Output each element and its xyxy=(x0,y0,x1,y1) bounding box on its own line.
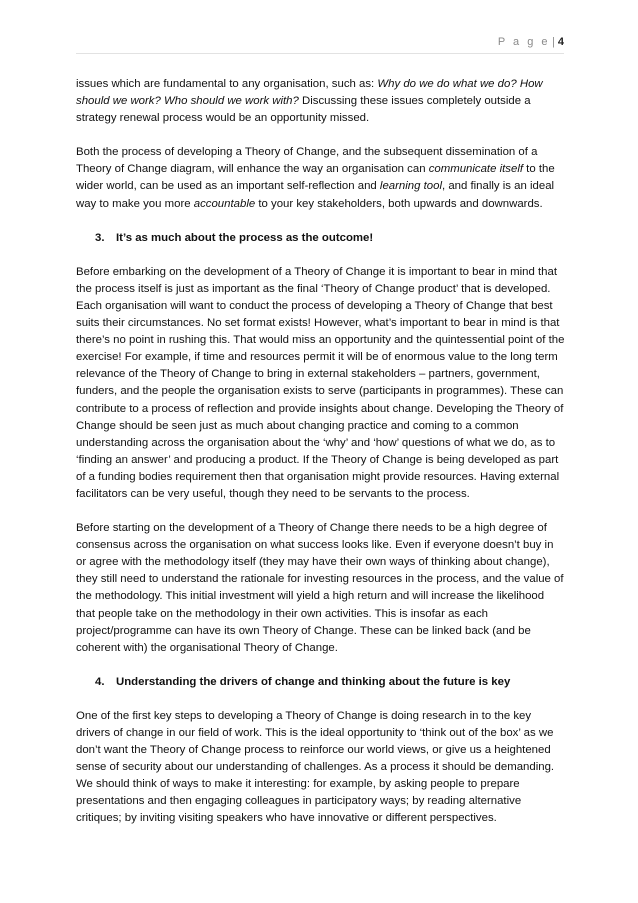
text-run: Discussing these issues completely outside a strategy renewal process would be an opportunity missed. xyxy=(76,95,531,125)
paragraph-communication xyxy=(76,144,566,212)
italic-run: learning tool xyxy=(379,180,442,193)
text-run: to the wider world, can be used as an important self-reflection and xyxy=(76,163,555,193)
paragraph-process: Before embarking on the development of a Theory of Change it is important to bear in mind that the process itself is just as important as the final ‘Theory of Change product’ that is developed. Each organisation will want to conduct the process of developing a Theory of Change that best suits their circumstances. No set format exists! However, what’s important to bear in mind is that there’s no point in rushing this. That would miss an opportunity and the quintessential point of the exercise! For example, if time and resources permit it will be of enormous value to the long term relevance of the Theory of Change to bring in external stakeholders – partners, government, funders, and the people the organisation exists to serve (participants in programmes). These can contribute to a process of reflection and provide insights about change. Developing the Theory of Change should be seen just as much about changing practice and coming to a common understanding across the organisation about the ‘why’ and ‘how’ questions of what we do, as to ‘finding an answer’ and producing a product. If the Theory of Change is being developed as part of a funding bodies requirement then that organisation might provide resources. Having external facilitators can be very useful, though they need to be servants to the process. xyxy=(76,265,565,500)
paragraph-drivers-of-change: One of the first key steps to developing a Theory of Change is doing research in to the key drivers of change in our field of work. This is the ideal opportunity to ‘think out of the box’ as we don’t want the Theory of Change process to reinforce our world views, or give us a heightened sense of security about our understanding of challenges. As a process it should be demanding. We should think of ways to make it interesting: for example, by asking people to prepare presentations and then engaging colleagues in participatory ways; by reading alternative critiques; by inviting visiting speakers who have innovative or different perspectives. xyxy=(76,709,555,825)
header-divider xyxy=(76,53,564,54)
paragraph-intro-questions xyxy=(76,76,566,127)
paragraph-consensus: Before starting on the development of a Theory of Change there needs to be a high degree of consensus across the organisation on what success looks like. Even if everyone doesn’t buy in or agree with the methodology itself (they may have their own ways of thinking about change), they still need to understand the rationale for investing resources in the process, and the value of the methodology. This initial investment will yield a high return and will increase the likelihood that people take on the methodology in their own activities. This is insofar as each project/programme can have its own Theory of Change. These can be linked back (and be coherent with) the organisational Theory of Change. xyxy=(76,522,564,654)
page-label: P a g e xyxy=(497,36,551,48)
text-run: to your key stakeholders, both upwards and downwards. xyxy=(255,197,543,210)
italic-run: accountable xyxy=(193,197,256,210)
text-run: , and finally is an ideal way to make you more xyxy=(76,180,555,210)
heading-number: 3. xyxy=(95,231,105,244)
text-run: Both the process of developing a Theory of Change, and the subsequent dissemination of a Theory of Change diagram, will enhance the way an organisation can xyxy=(76,146,538,176)
page-header xyxy=(498,36,564,48)
text-run: issues which are fundamental to any organisation, such as: xyxy=(76,78,378,90)
document-body xyxy=(76,76,566,845)
italic-run: Why do we do what we do? How should we work? Who should we work with? xyxy=(76,78,543,108)
section-heading-4 xyxy=(76,674,566,691)
page-separator: | xyxy=(552,36,555,48)
page-number: 4 xyxy=(557,36,564,48)
section-heading-3 xyxy=(76,230,566,247)
heading-text: Understanding the drivers of change and thinking about the future is key xyxy=(116,675,511,688)
heading-number: 4. xyxy=(95,675,105,688)
italic-run: communicate itself xyxy=(428,163,524,176)
heading-text: It’s as much about the process as the outcome! xyxy=(116,231,374,244)
